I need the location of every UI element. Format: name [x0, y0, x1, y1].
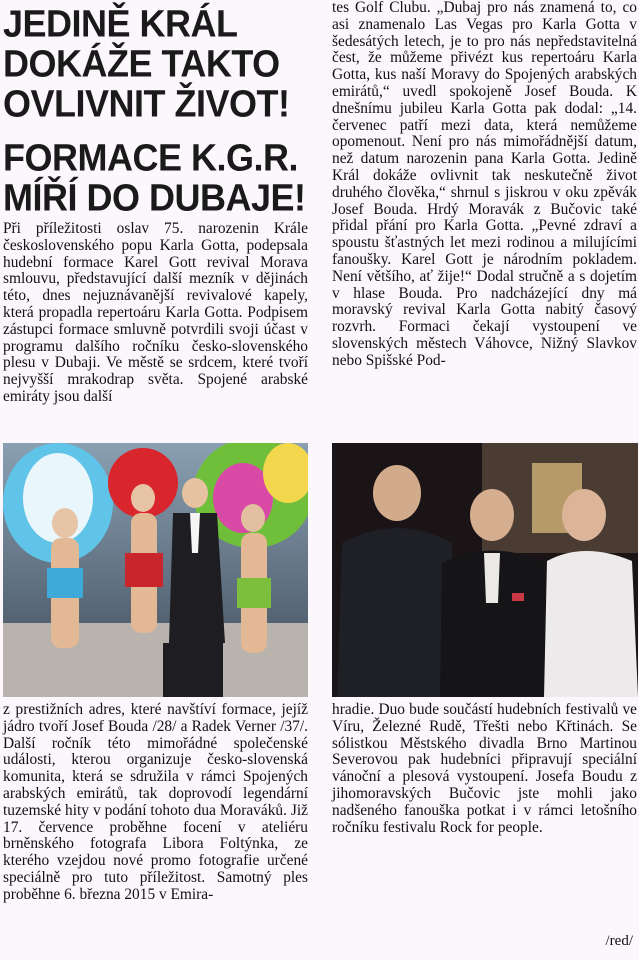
- article-text-left-bottom: z prestižních adres, které navštíví formace, jejíž jádro tvoří Josef Bouda /28/ a Radek Verner /37/. Další ročník této mimořádné společenské události, kterou organizuje česko-slovenská komunita, která se sdružila v rámci Spojených arabských emirátů, tak doprovodí legendární tuzemské hity v podání tohoto dua Moraváků. Již 17. července proběhne focení v ateliéru brněnského fotografa Libora Foltýnka, ze kterého vzejdou nové promo fotografie určené speciálně pro tuto příležitost. Samotný ples proběhne 6. března 2015 v Emira-: [3, 701, 308, 903]
- main-headline: JEDINĚ KRÁL DOKÁŽE TAKTO OVLIVNIT ŽIVOT!: [3, 1, 290, 125]
- photo-dancers-with-singer: [3, 443, 308, 697]
- photo-three-men: [332, 443, 638, 697]
- sub-headline: FORMACE K.G.R. MÍŘÍ DO DUBAJE!: [3, 135, 306, 219]
- author-signoff: /red/: [605, 933, 633, 949]
- article-text-right-bottom: hradie. Duo bude součástí hudebních festivalů ve Víru, Železné Rudě, Třešti nebo Křtinách. Se sólistkou Městského divadla Brno Martinou Severovou pak hudebníci připravují speciální vánoční a plesová vystoupení. Josefa Boudu z jihomoravských Bučovic jste mohli jako nadšeného fanouška potkat i v rámci letošního ročníku festivalu Rock for people.: [332, 701, 637, 836]
- photo-dancers-illustration: [3, 443, 308, 697]
- article-text-right-top: tes Golf Clubu. „Dubaj pro nás znamená to, co asi znamenalo Las Vegas pro Karla Gotta v šedesátých letech, je to pro nás nepředstavitelná čest, že můžeme přivézt kus repertoáru Karla Gotta, kus naší Moravy do Spojených arabských emirátů,“ uvedl spokojeně Josef Bouda. K dnešnímu jubileu Karla Gotta pak dodal: „14. červenec patří mezi data, která nemůžeme opomenout. Není pro nás mimořádnější datum, než datum narozenin pana Karla Gotta. Jedině Král dokáže ovlivnit tak neskutečně život druhého člověka,“ shrnul s jiskrou v oku zpěvák Josef Bouda. Hrdý Moravák z Bučovic také přidal přání pro Karla Gotta. „Pevné zdraví a spoustu šťastných let mezi rodinou a milujícími fanoušky. Karel Gott je národním pokladem. Není většího, ať žije!“ Dodal stručně a s dojetím v hlase Bouda. Pro nadcházející dny má moravský revival Karla Gotta nabitý časový rozvrh. Formaci čekají vystoupení ve slovenských městech Váhovce, Nižný Slavkov nebo Spišské Pod-: [332, 0, 637, 369]
- photo-men-illustration: [332, 443, 638, 697]
- article-text-left-top: Při příležitosti oslav 75. narozenin Krále československého popu Karla Gotta, podepsala hudební formace Karel Gott revival Morava smlouvu, představující další mezník v dějinách této, dnes nejuznávanější revivalové kapely, která propadla repertoáru Karla Gotta. Podpisem zástupci formace smluvně potvrdili svoji účast v programu dalšího ročníku česko-slovenského plesu v Dubaji. Ve městě se srdcem, které tvoří nejvyšší mrakodrap světa. Spojené arabské emiráty jsou další: [3, 220, 308, 405]
